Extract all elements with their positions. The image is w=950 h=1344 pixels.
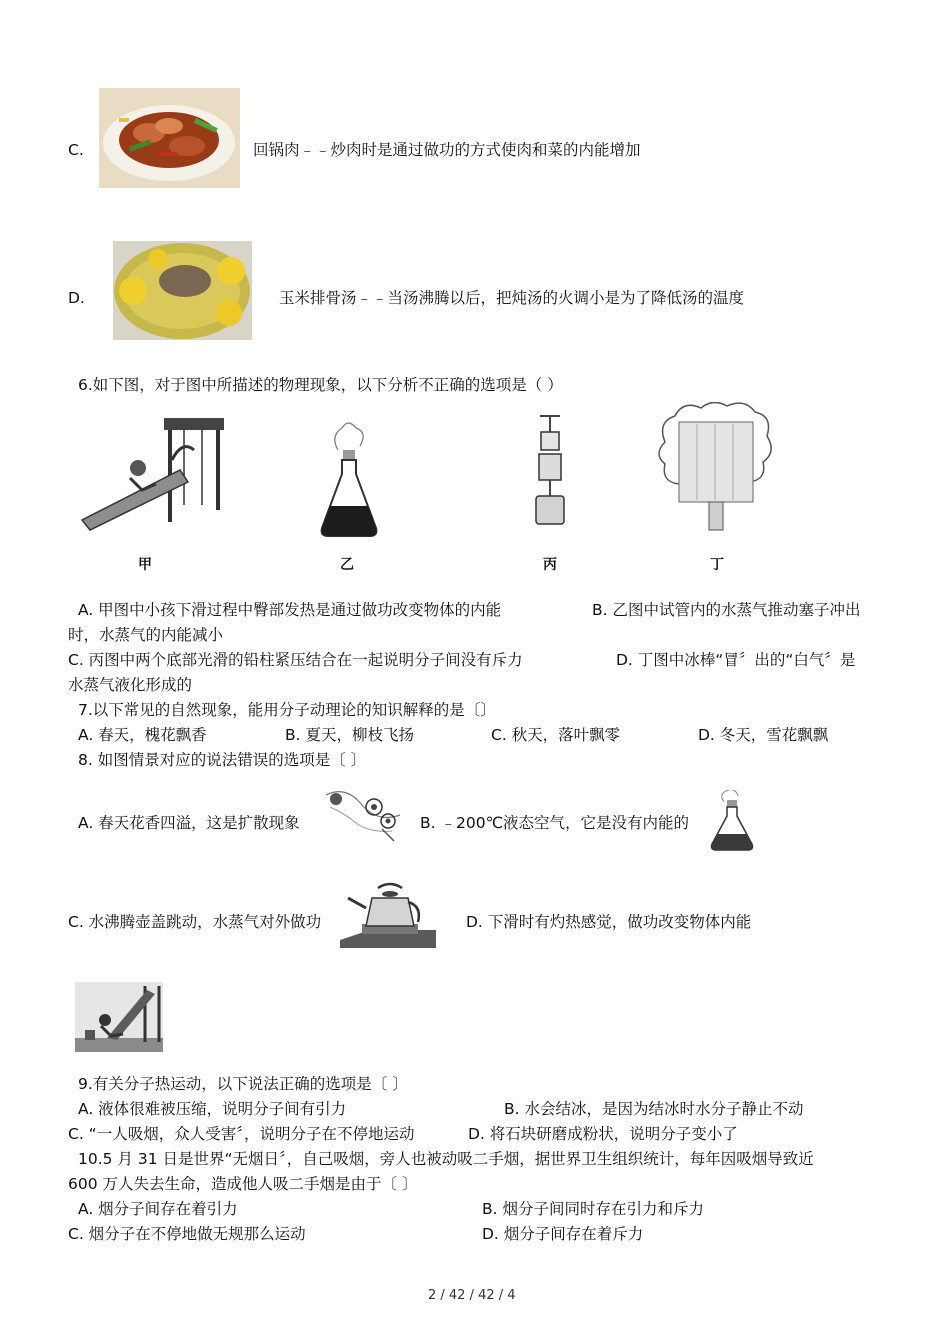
stir-fried-pork-photo xyxy=(99,88,240,188)
slide-child-icon xyxy=(75,982,163,1052)
q10-option-c: C. 烟分子在不停地做无规那么运动 xyxy=(68,1225,306,1243)
figure-slide xyxy=(80,410,230,535)
q9-option-c: C. “一人吸烟，众人受害〞，说明分子在不停地运动 xyxy=(68,1125,415,1143)
q6-stem: 6.如下图，对于图中所描述的物理现象，以下分析不正确的选项是（ ） xyxy=(78,376,563,394)
q6-option-b-cont: 时，水蒸气的内能减小 xyxy=(68,626,224,644)
q6-option-d: D. 丁图中冰棒“冒〞出的“白气〞是 xyxy=(616,651,856,669)
page-number: 2 / 42 / 42 / 4 xyxy=(428,1288,516,1303)
figure-label-jia: 甲 xyxy=(138,557,152,573)
q9-option-b: B. 水会结冰，是因为结冰时水分子静止不动 xyxy=(504,1100,804,1118)
q6-option-d-cont: 水蒸气液化形成的 xyxy=(68,676,193,694)
q6-option-a: A. 甲图中小孩下滑过程中臀部发热是通过做功改变物体的内能 xyxy=(78,601,502,619)
q5-option-c-label: C. xyxy=(68,141,84,159)
q7-stem: 7.以下常见的自然现象，能用分子动理论的知识解释的是〔〕 xyxy=(78,701,496,719)
q8-option-a: A. 春天花香四溢，这是扩散现象 xyxy=(78,814,300,832)
q7-option-d: D. 冬天，雪花飘飘 xyxy=(698,726,829,744)
q9-stem: 9.有关分子热运动，以下说法正确的选项是〔 〕 xyxy=(78,1075,408,1093)
q6-option-b: B. 乙图中试管内的水蒸气推动塞子冲出 xyxy=(592,601,861,619)
q9-option-a: A. 液体很难被压缩，说明分子间有引力 xyxy=(78,1100,347,1118)
q10-stem-cont: 600 万人失去生命，造成他人吸二手烟是由于〔 〕 xyxy=(68,1175,418,1193)
q5-option-d-text: 玉米排骨汤﹣﹣当汤沸腾以后，把炖汤的火调小是为了降低汤的温度 xyxy=(279,289,745,307)
q7-option-a: A. 春天，槐花飘香 xyxy=(78,726,207,744)
figure-label-yi: 乙 xyxy=(340,557,354,573)
figure-label-ding: 丁 xyxy=(710,557,724,573)
figure-label-bing: 丙 xyxy=(543,557,557,573)
kettle-icon xyxy=(340,880,436,948)
figure-flask xyxy=(318,410,380,540)
q10-option-d: D. 烟分子间存在着斥力 xyxy=(482,1225,644,1243)
q8-option-b: B. ﹣200℃液态空气，它是没有内能的 xyxy=(420,814,689,832)
figure-lead-cylinders xyxy=(530,410,570,530)
figure-ice-pop xyxy=(657,402,775,532)
q8-option-d: D. 下滑时有灼热感觉，做功改变物体内能 xyxy=(466,913,752,931)
q5-option-d-label: D. xyxy=(68,289,85,307)
q10-option-b: B. 烟分子间同时存在引力和斥力 xyxy=(482,1200,704,1218)
q10-option-a: A. 烟分子间存在着引力 xyxy=(78,1200,238,1218)
q5-option-c-text: 回锅肉﹣﹣炒肉时是通过做功的方式使肉和菜的内能增加 xyxy=(253,141,641,159)
q10-stem: 10.5 月 31 日是世界“无烟日〞，自己吸烟，旁人也被动吸二手烟，据世界卫生组织统计，每年因吸烟导致近 xyxy=(78,1150,814,1168)
q9-option-d: D. 将石块研磨成粉状，说明分子变小了 xyxy=(468,1125,738,1143)
liquid-air-flask-icon xyxy=(708,790,756,852)
flowers-icon xyxy=(322,785,402,843)
q7-option-b: B. 夏天，柳枝飞扬 xyxy=(285,726,414,744)
corn-rib-soup-photo xyxy=(113,241,252,340)
q8-stem: 8. 如图情景对应的说法错误的选项是〔 〕 xyxy=(78,751,367,769)
q8-option-c: C. 水沸腾壶盖跳动，水蒸气对外做功 xyxy=(68,913,322,931)
q7-option-c: C. 秋天，落叶飘零 xyxy=(491,726,621,744)
q6-option-c: C. 丙图中两个底部光滑的铅柱紧压结合在一起说明分子间没有斥力 xyxy=(68,651,523,669)
